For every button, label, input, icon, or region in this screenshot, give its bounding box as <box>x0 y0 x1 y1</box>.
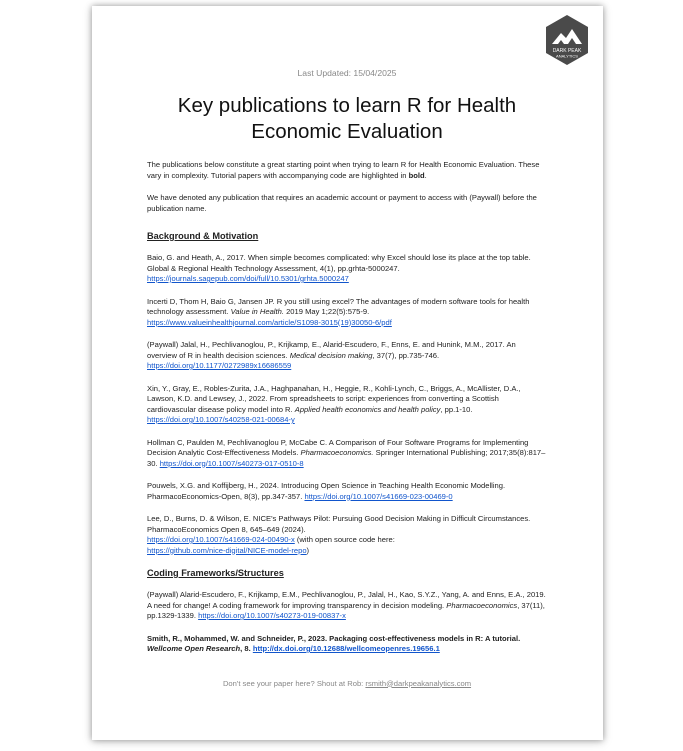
section-heading-coding: Coding Frameworks/Structures <box>147 568 284 578</box>
reference-incerti: Incerti D, Thom H, Baio G, Jansen JP. R you still using excel? The advantages of modern software tools for health technology assessment. Value in Health. 2019 May 1;22(5):575-9. https://www.valueinhealthjournal.com/article/S1098-3015(19)30050-6/pdf <box>147 296 530 327</box>
last-updated: Last Updated: 15/04/2025 <box>297 68 397 78</box>
reference-link[interactable]: https://www.valueinhealthjournal.com/article/S1098-3015(19)30050-6/pdf <box>147 317 392 327</box>
reference-xin: Xin, Y., Gray, E., Robles-Zurita, J.A., Haghpanahan, H., Heggie, R., Kohli-Lynch, C., Briggs, A., McAllister, D.A., Lawson, K.D. and Lewsey, J., 2022. From spreadsheets to script: experiences from converting a Scottish cardiovascular disease policy model into R. Applied health economics and health policy, pp.1-10. https://doi.org/10.1007/s40258-021-00684-y <box>147 383 521 424</box>
reference-hollman: Hollman C, Paulden M, Pechlivanoglou P, McCabe C. A Comparison of Four Software Programs for Implementing Decision Analytic Cost-Effectiveness Models. Pharmacoeconomics. Springer International Publishing; 2017;35(8):817–30. https://doi.org/10.1007/s40273-017-0510-8 <box>147 437 546 468</box>
reference-link[interactable]: https://doi.org/10.1007/s40273-019-00837-x <box>198 611 346 620</box>
reference-link[interactable]: https://doi.org/10.1177/0272989x16686559 <box>147 361 292 370</box>
reference-link[interactable]: http://dx.doi.org/10.12688/wellcomeopenres.19656.1 <box>252 644 440 653</box>
intro-paragraph-1: The publications below constitute a great starting point when trying to learn R for Health Economic Evaluation. These vary in complexity. Tutorial papers with accompanying code are highlighted in bold. <box>147 160 540 180</box>
reference-link[interactable]: https://journals.sagepub.com/doi/full/10.5301/grhta.5000247 <box>147 274 349 283</box>
intro-paragraph-2: We have denoted any publication that requires an academic account or payment to access with (Paywall) before the publication name. <box>147 193 537 213</box>
reference-pouwels: Pouwels, X.G. and Koffijberg, H., 2024. Introducing Open Science in Teaching Health Economic Modelling. PharmacoEconomics-Open, 8(3), pp.347-357. https://doi.org/10.1007/s41669-023-00469-0 <box>147 481 506 501</box>
reference-link[interactable]: https://doi.org/10.1007/s40258-021-00684-y <box>147 415 295 424</box>
reference-jalal: (Paywall) Jalal, H., Pechlivanoglou, P., Krijkamp, E., Alarid-Escudero, F., Enns, E. and Hunink, M.M., 2017. An overview of R in health decision sciences. Medical decision making, 37(7), pp.735-746. https://doi.org/10.1177/0272989x16686559 <box>147 340 516 370</box>
logo-line1: DARK PEAK <box>552 48 582 54</box>
reference-baio-heath: Baio, G. and Heath, A., 2017. When simple becomes complicated: why Excel should lose its place at the top table. Global & Regional Health Technology Assessment, 4(1), pp.grhta-5000247. https://journals.sagepub.com/doi/full/10.5301/grhta.5000247 <box>147 253 531 283</box>
section-heading-background: Background & Motivation <box>147 231 259 241</box>
contact-email-link[interactable]: rsmith@darkpeakanalytics.com <box>365 678 472 688</box>
document-page <box>92 6 603 740</box>
reference-link[interactable]: https://doi.org/10.1007/s41669-023-00469-0 <box>304 491 453 501</box>
dark-peak-logo <box>544 14 590 66</box>
reference-link[interactable]: https://doi.org/10.1007/s41669-024-00490-x <box>147 535 295 544</box>
bold-word: bold <box>408 170 425 180</box>
reference-link[interactable]: https://doi.org/10.1007/s40273-017-0510-8 <box>159 458 304 468</box>
logo-line2: ANALYTICS <box>556 53 578 59</box>
footer: Don't see your paper here? Shout at Rob: rsmith@darkpeakanalytics.com <box>222 678 472 688</box>
reference-alarid-escudero: (Paywall) Alarid-Escudero, F., Krijkamp, E.M., Pechlivanoglou, P., Jalal, H., Kao, S.Y.Z., Yang, A. and Enns, E.A., 2019. A need for change! A coding framework for improving transparency in decision modeling. Pharmacoeconomics, 37(11), pp.1329-1339. https://doi.org/10.1007/s40273-019-00837-x <box>147 590 546 620</box>
page-title: Key publications to learn R for Health Economic Evaluation <box>177 94 517 143</box>
github-link[interactable]: https://github.com/nice-digital/NICE-model-repo <box>147 545 307 555</box>
reference-lee: Lee, D., Burns, D. & Wilson, E. NICE's Pathways Pilot: Pursuing Good Decision Making in Difficult Circumstances. PharmacoEconomics Open 8, 645–649 (2024). https://doi.org/10.1007/s41669-024-00490-x (with open source code here: https://github.com/nice-digital/NICE-model-repo) <box>147 514 531 555</box>
reference-smith-tutorial: Smith, R., Mohammed, W. and Schneider, P., 2023. Packaging cost-effectiveness models in R: A tutorial. Wellcome Open Research, 8. http://dx.doi.org/10.12688/wellcomeopenres.19656.1 <box>147 633 521 653</box>
